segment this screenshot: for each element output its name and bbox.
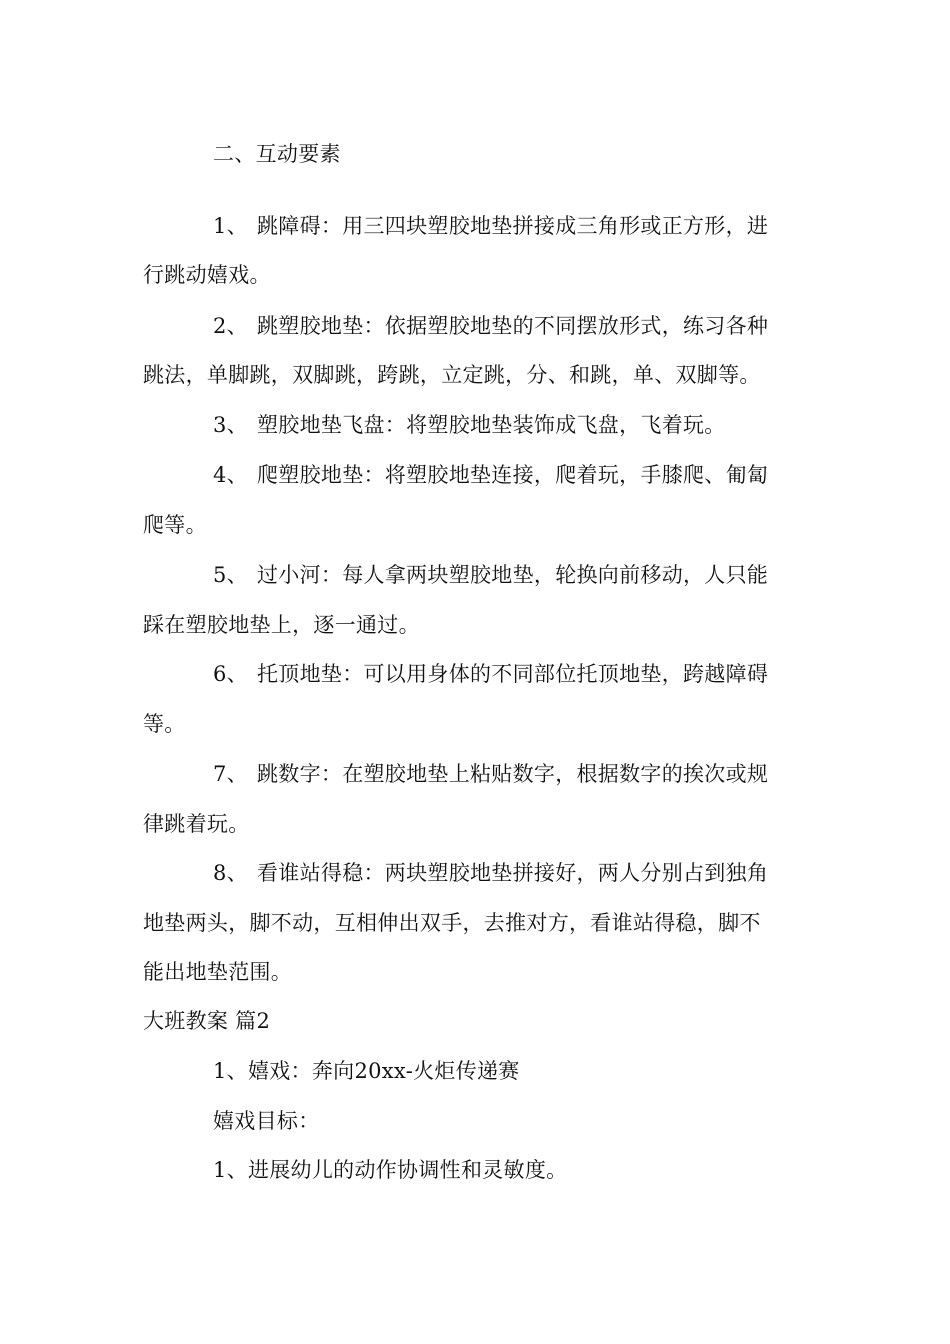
list-item-1: [213, 211, 883, 241]
item-number: 5、: [213, 563, 248, 587]
part2-title: 大班教案 篇2: [143, 1009, 271, 1033]
section-heading: 二、互动要素: [213, 142, 341, 166]
list-item-2: [213, 311, 883, 341]
item-continuation: 地垫两头，脚不动，互相伸出双手，去推对方，看谁站得稳，脚不: [143, 911, 761, 935]
list-item-5: [213, 560, 883, 590]
list-item-6: [213, 659, 883, 689]
item-text: 跳数字：在塑胶地垫上粘贴数字，根据数字的挨次或规: [257, 762, 769, 786]
item-continuation: 律跳着玩。: [143, 812, 250, 836]
item-number: 3、: [213, 413, 248, 437]
item-number: 6、: [213, 662, 248, 686]
item-text: 看谁站得稳：两块塑胶地垫拼接好，两人分别占到独角: [257, 861, 769, 885]
item-number: 7、: [213, 762, 248, 786]
item-text: 跳塑胶地垫：依据塑胶地垫的不同摆放形式，练习各种: [257, 314, 769, 338]
goal-heading: 嬉戏目标：: [213, 1109, 320, 1133]
goal-item-1: 1、进展幼儿的动作协调性和灵敏度。: [213, 1158, 568, 1182]
item-text: 过小河：每人拿两块塑胶地垫，轮换向前移动，人只能: [257, 563, 769, 587]
item-continuation: 等。: [143, 712, 186, 736]
list-item-8: [213, 858, 883, 888]
item-continuation: 踩在塑胶地垫上，逐一通过。: [143, 613, 420, 637]
list-item-7: [213, 759, 883, 789]
item-text: 塑胶地垫飞盘：将塑胶地垫装饰成飞盘，飞着玩。: [257, 413, 726, 437]
item-number: 1、: [213, 214, 248, 238]
item-number: 4、: [213, 463, 248, 487]
list-item-3: [213, 410, 883, 440]
item-text: 跳障碍：用三四块塑胶地垫拼接成三角形或正方形，进: [257, 214, 769, 238]
item-number: 2、: [213, 314, 248, 338]
list-item-4: [213, 460, 883, 490]
item-number: 8、: [213, 861, 248, 885]
item-continuation: 行跳动嬉戏。: [143, 263, 271, 287]
item-text: 托顶地垫：可以用身体的不同部位托顶地垫，跨越障碍: [257, 662, 769, 686]
item-continuation: 跳法，单脚跳，双脚跳，跨跳，立定跳，分、和跳，单、双脚等。: [143, 363, 761, 387]
item-continuation: 能出地垫范围。: [143, 960, 293, 984]
game-line: 1、嬉戏：奔向20xx-火炬传递赛: [213, 1059, 520, 1083]
item-text: 爬塑胶地垫：将塑胶地垫连接，爬着玩，手膝爬、匍匐: [257, 463, 769, 487]
item-continuation: 爬等。: [143, 513, 207, 537]
